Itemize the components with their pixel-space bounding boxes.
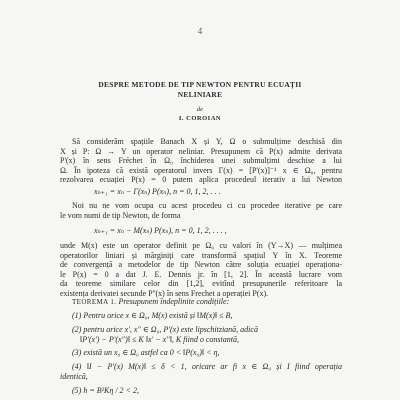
text-line: identică, [60,371,88,381]
text-line: ‖P'(x') − P'(x'')‖ ≤ K ‖x' − x''‖, K fiind o constantă, [80,334,239,344]
text-line: (5) h = B²Kη / 2 < 2, [72,386,139,395]
equation-newton: xₙ₊₁ = xₙ − Γ(xₙ) P(xₙ), n = 0, 1, 2, . . . [94,187,221,196]
page-number: 4 [197,26,203,36]
paragraph-2 [60,201,342,220]
text-line: (2) pentru orice x', x'' ∈ Ω₀, P'(x) este lipschitziană, adică [72,325,258,334]
text-line: (3) există un x₀ ∈ Ω₀ astfel ca 0 < ‖P(x₀)‖ < η, [72,348,220,357]
text-line: le P(x) = 0 a dat J. E. Dennis jr. în [1, 2]. În această lucrare vom [60,269,342,279]
theorem-statement [60,297,342,308]
equation-newton-type: xₙ₊₁ = xₙ − M(xₙ) P(xₙ), n = 0, 1, 2, . . . , [94,226,227,235]
condition-1 [60,311,342,321]
condition-4 [60,362,342,381]
condition-5 [60,386,342,396]
theorem-heading [60,297,342,308]
byline-de: de [196,106,204,113]
text-line: (1) Pentru orice x ∈ Ω₀, M(x) există și ‖M(x)‖ ≤ B, [72,311,233,320]
theorem-label: TEOREMA 1. [72,298,117,306]
text-line: le vom numi de tip Newton, de forma [60,210,181,220]
author-name: I. COROIAN [178,115,222,122]
condition-3 [60,348,342,358]
text-line: unde M(x) este un operator definit pe Ω₀ cu valori în (Y→X) — mulțimea [60,241,342,250]
text-line: de convergență a metodelor de tip Newton către soluția ecuației operaționa- [60,260,342,270]
text-line: operatorilor liniari și mărginiți care transformă spațiul Y în X. Teoreme [60,250,342,260]
text-line: da teoreme similare celor din [1,2], evitînd presupunerile referitoare la [60,279,342,289]
text-line: X și P: Ω → Y un operator neliniar. Presupunem că P(x) admite derivata [60,146,342,156]
paragraph-3 [60,241,342,299]
theorem-intro: Presupunem îndeplinite condițiile: [118,297,230,306]
text-line: Noi nu ne vom ocupa cu acest procedeu ci cu procedee iterative pe care [72,201,342,210]
title-line-1: DESPRE METODE DE TIP NEWTON PENTRU ECUAȚII [98,80,302,89]
text-line: P'(x) în sens Fréchet în Ω₀ închiderea unei submulțimi deschise a lui [60,156,342,166]
text-line: (4) ‖I − P'(x) M(x)‖ ≤ δ < 1, oricare ar fi x ∈ Ω₀ și I fiind operația [72,362,342,371]
paper-title [40,80,360,100]
title-line-2: NELINIARE [177,90,223,99]
text-line: Să considerăm spațiile Banach X și Y, Ω o submulțime deschisă din [72,137,342,146]
text-line: rezolvarea ecuației P(x) = 0 putem aplica procedeul iterativ a lui Newton [60,175,342,185]
paragraph-1 [60,137,342,185]
condition-2 [60,325,342,344]
text-line: Ω. În ipoteza că există operatorul invers Γ(x) = [P'(x)]⁻¹ x ∈ Ω₀, pentru [60,165,342,175]
text-line: existența derivatei secunde P''(x) în sens Frechet a operației P(x). [60,288,269,298]
